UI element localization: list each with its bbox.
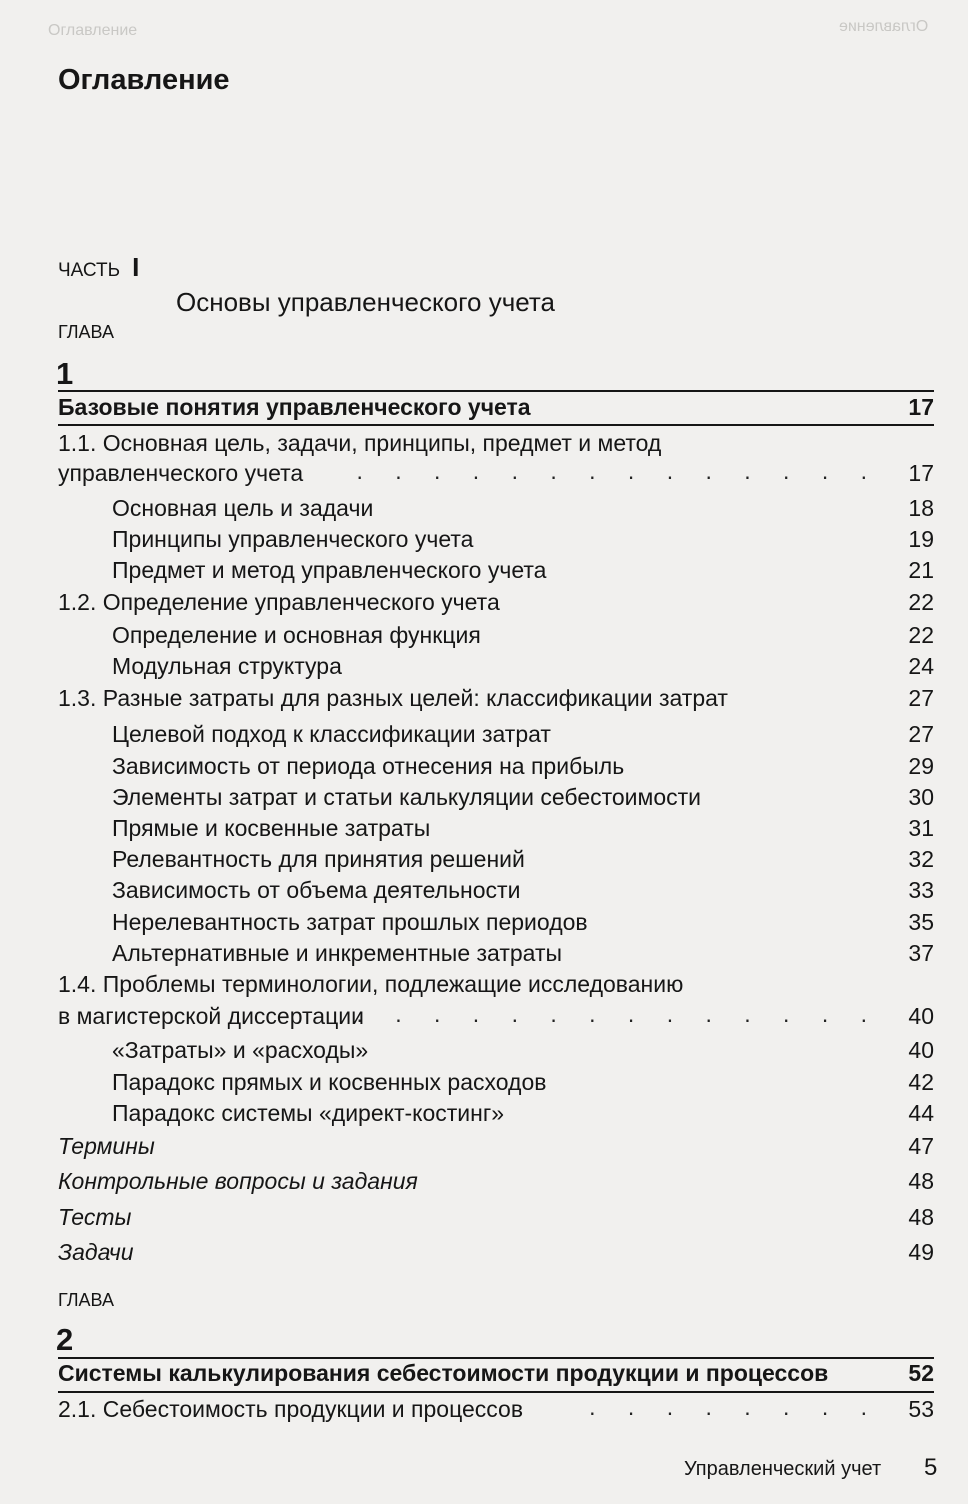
page-number: 37 [908,940,934,966]
toc-entry[interactable] [58,1098,934,1129]
toc-entry[interactable] [58,907,934,938]
toc-entry[interactable] [58,1035,934,1066]
page-number: 44 [908,1100,934,1126]
page-number: 40 [908,1037,934,1063]
toc-entry[interactable] [58,813,934,844]
entry-title: Целевой подход к классификации затрат [112,721,551,747]
page-number: 19 [908,526,934,552]
leader-dots: . . . . . . . . . . . . . . [356,458,880,484]
part-word: ЧАСТЬ [58,260,121,281]
entry-title: Модульная структура [112,653,342,679]
toc-entry[interactable] [58,938,934,969]
running-footer-title: Управленческий учет [684,1458,882,1480]
entry-title: Нерелевантность затрат прошлых периодов [112,909,588,935]
section-title-continued: управленческого учета [58,460,304,486]
chapter-2-word: ГЛАВА [58,1290,114,1310]
toc-title: Оглавление [58,64,230,96]
toc-entry-questions[interactable] [58,1166,934,1197]
entry-title: Принципы управленческого учета [112,526,474,552]
entry-title: Определение и основная функция [112,622,481,648]
page-number-footer: 5 [924,1454,938,1481]
page-number: 32 [908,846,934,872]
section-1-4-line2[interactable] [58,1001,934,1032]
entry-title: Основная цель и задачи [112,495,374,521]
chapter-2-title-entry[interactable] [58,1358,934,1389]
page-number: 24 [908,653,934,679]
section-title: 1.4. Проблемы терминологии, подлежащие исследованию [58,971,684,997]
page-number: 48 [908,1168,934,1194]
chapter-1-word: ГЛАВА [58,322,114,342]
section-1-4-line1[interactable] [58,969,934,1000]
page-number: 48 [908,1204,934,1230]
entry-title: Задачи [58,1239,134,1265]
toc-entry[interactable] [58,493,934,524]
section-1-1-line1[interactable] [58,428,934,459]
entry-title: Зависимость от объема деятельности [112,877,521,903]
section-2-1[interactable] [58,1394,934,1425]
section-title: 1.3. Разные затраты для разных целей: классификации затрат [58,685,728,711]
section-1-1-line2[interactable] [58,458,934,489]
page-number: 21 [908,557,934,583]
toc-entry[interactable] [58,1067,934,1098]
entry-title: Парадокс системы «директ-костинг» [112,1100,505,1126]
page-number: 47 [908,1133,934,1159]
toc-entry[interactable] [58,751,934,782]
leader-dots: . . . . . . . . [589,1394,880,1420]
page-number: 29 [908,753,934,779]
page-number: 22 [908,589,934,615]
chapter-1-title-entry[interactable] [58,392,934,423]
section-1-2[interactable] [58,587,934,618]
chapter-2-number: 2 [56,1322,74,1357]
page-number: 35 [908,909,934,935]
entry-title: Альтернативные и инкрементные затраты [112,940,563,966]
page-number: 53 [908,1396,934,1422]
entry-title: Тесты [58,1204,132,1230]
section-title: 2.1. Себестоимость продукции и процессов [58,1396,524,1422]
entry-title: Элементы затрат и статьи калькуляции себестоимости [112,784,702,810]
page-number: 42 [908,1069,934,1095]
toc-entry[interactable] [58,524,934,555]
chapter-1-title: Базовые понятия управленческого учета [58,394,531,420]
toc-entry[interactable] [58,719,934,750]
toc-entry[interactable] [58,844,934,875]
page-number: 52 [908,1360,934,1386]
page-number: 30 [908,784,934,810]
chapter-1-title-rule [58,424,934,426]
toc-entry-problems[interactable] [58,1237,934,1268]
toc-entry[interactable] [58,620,934,651]
page-number: 33 [908,877,934,903]
page-number: 31 [908,815,934,841]
page-number: 17 [908,394,934,420]
toc-entry[interactable] [58,651,934,682]
chapter-1-number: 1 [56,356,74,391]
entry-title: Зависимость от периода отнесения на прибыль [112,753,625,779]
page-number: 27 [908,685,934,711]
page-number: 27 [908,721,934,747]
toc-entry-tests[interactable] [58,1202,934,1233]
entry-title: Релевантность для принятия решений [112,846,525,872]
page-number: 17 [908,460,934,486]
toc-entry[interactable] [58,555,934,586]
entry-title: Термины [58,1133,155,1159]
page-number: 40 [908,1003,934,1029]
leader-dots: . . . . . . . . . . . . . . [356,1001,880,1027]
entry-title: Парадокс прямых и косвенных расходов [112,1069,547,1095]
entry-title: Контрольные вопросы и задания [58,1168,418,1194]
toc-entry[interactable] [58,875,934,906]
page-number: 22 [908,622,934,648]
section-title: 1.1. Основная цель, задачи, принципы, предмет и метод [58,430,662,456]
toc-entry-terms[interactable] [58,1131,934,1162]
section-title: 1.2. Определение управленческого учета [58,589,500,615]
part-label [58,250,139,283]
page-number: 18 [908,495,934,521]
bleed-through-header-mirrored: Оглавление [838,18,928,35]
entry-title: Предмет и метод управленческого учета [112,557,547,583]
section-1-3[interactable] [58,683,934,714]
part-title: Основы управленческого учета [176,287,555,317]
toc-entry[interactable] [58,782,934,813]
part-number: I [132,252,140,282]
chapter-2-title: Системы калькулирования себестоимости продукции и процессов [58,1360,829,1386]
entry-title: Прямые и косвенные затраты [112,815,431,841]
bleed-through-header: Оглавление [48,22,138,39]
section-title-continued: в магистерской диссертации [58,1003,364,1029]
page-number: 49 [908,1239,934,1265]
entry-title: «Затраты» и «расходы» [112,1037,369,1063]
